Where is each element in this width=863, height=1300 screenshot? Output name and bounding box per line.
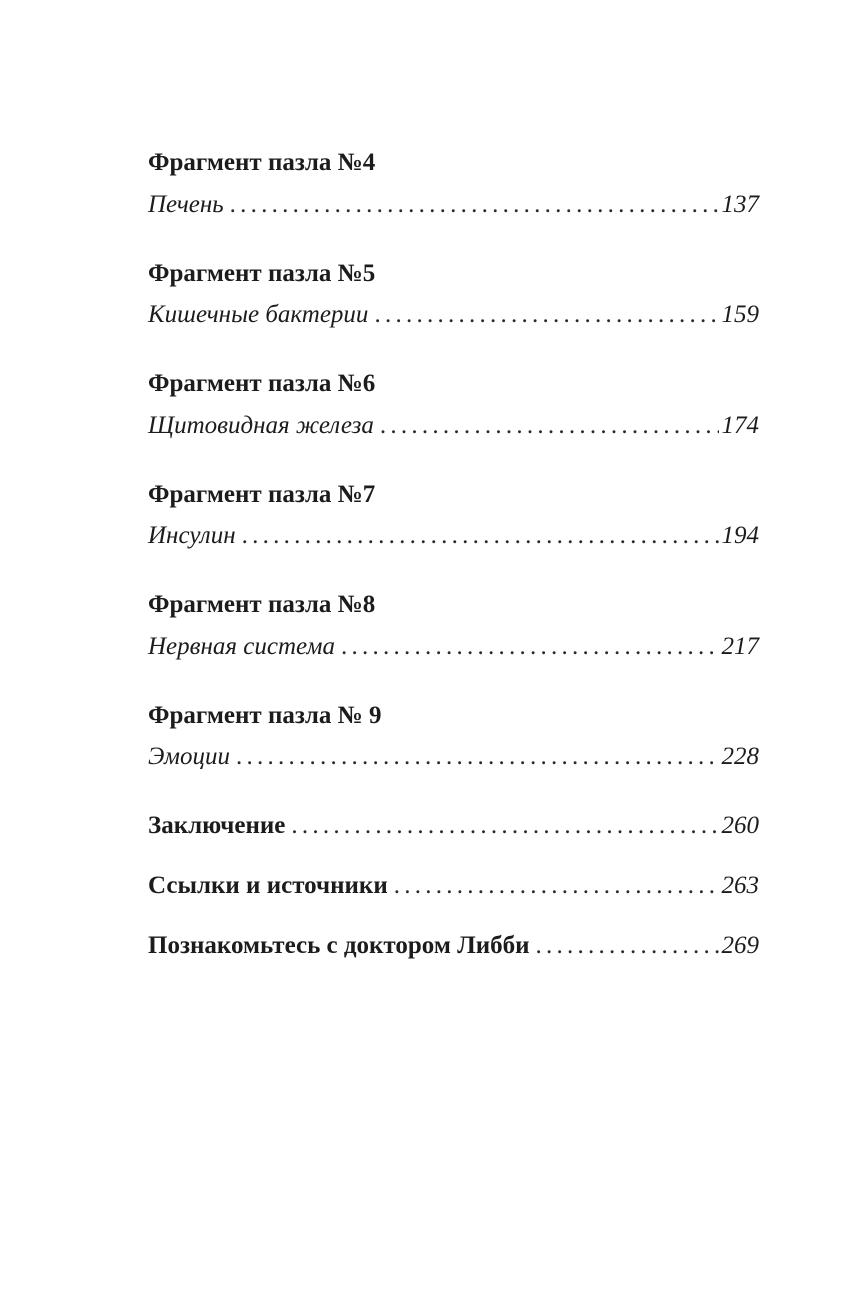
toc-page-number: 217 xyxy=(721,633,759,660)
toc-chapter[interactable] xyxy=(148,811,759,841)
dot-leader xyxy=(242,521,719,551)
toc-page-number: 137 xyxy=(721,191,759,218)
dot-leader xyxy=(374,300,718,330)
toc-entry-title: Инсулин xyxy=(148,522,236,549)
section-heading: Фрагмент пазла № 9 xyxy=(148,702,382,729)
toc-entry[interactable] xyxy=(148,411,759,441)
toc-entry-title: Щитовидная железа xyxy=(148,412,374,439)
dot-leader xyxy=(536,931,719,961)
toc-entry[interactable] xyxy=(148,521,759,551)
toc-chapter-title: Заключение xyxy=(148,812,286,839)
toc-page-number: 260 xyxy=(721,812,759,839)
toc-entry-title: Кишечные бактерии xyxy=(148,301,369,328)
section-heading: Фрагмент пазла №6 xyxy=(148,370,376,397)
toc-page-number: 263 xyxy=(721,872,759,899)
section-heading: Фрагмент пазла №7 xyxy=(148,481,376,508)
dot-leader xyxy=(380,411,719,441)
toc-page-number: 269 xyxy=(721,932,759,959)
toc-chapter-title: Ссылки и источники xyxy=(148,872,388,899)
dot-leader xyxy=(291,811,718,841)
toc-entry-title: Нервная система xyxy=(148,633,335,660)
toc-page-number: 228 xyxy=(721,743,759,770)
toc-chapter[interactable] xyxy=(148,871,759,901)
dot-leader xyxy=(341,632,719,662)
section-heading: Фрагмент пазла №5 xyxy=(148,260,376,287)
dot-leader xyxy=(236,742,719,772)
toc-chapter[interactable] xyxy=(148,931,759,961)
toc-entry[interactable] xyxy=(148,742,759,772)
toc-entry[interactable] xyxy=(148,300,759,330)
toc-page-number: 159 xyxy=(721,301,759,328)
toc-entry[interactable] xyxy=(148,190,759,220)
toc-chapter-title: Познакомьтесь с доктором Либби xyxy=(148,932,530,959)
section-heading: Фрагмент пазла №8 xyxy=(148,591,376,618)
toc-entry-title: Печень xyxy=(148,191,224,218)
section-heading: Фрагмент пазла №4 xyxy=(148,149,376,176)
toc-entry-title: Эмоции xyxy=(148,743,230,770)
toc-page-number: 174 xyxy=(721,412,759,439)
dot-leader xyxy=(394,871,719,901)
toc-page-number: 194 xyxy=(721,522,759,549)
toc-entry[interactable] xyxy=(148,632,759,662)
dot-leader xyxy=(230,190,719,220)
table-of-contents xyxy=(148,0,759,1300)
